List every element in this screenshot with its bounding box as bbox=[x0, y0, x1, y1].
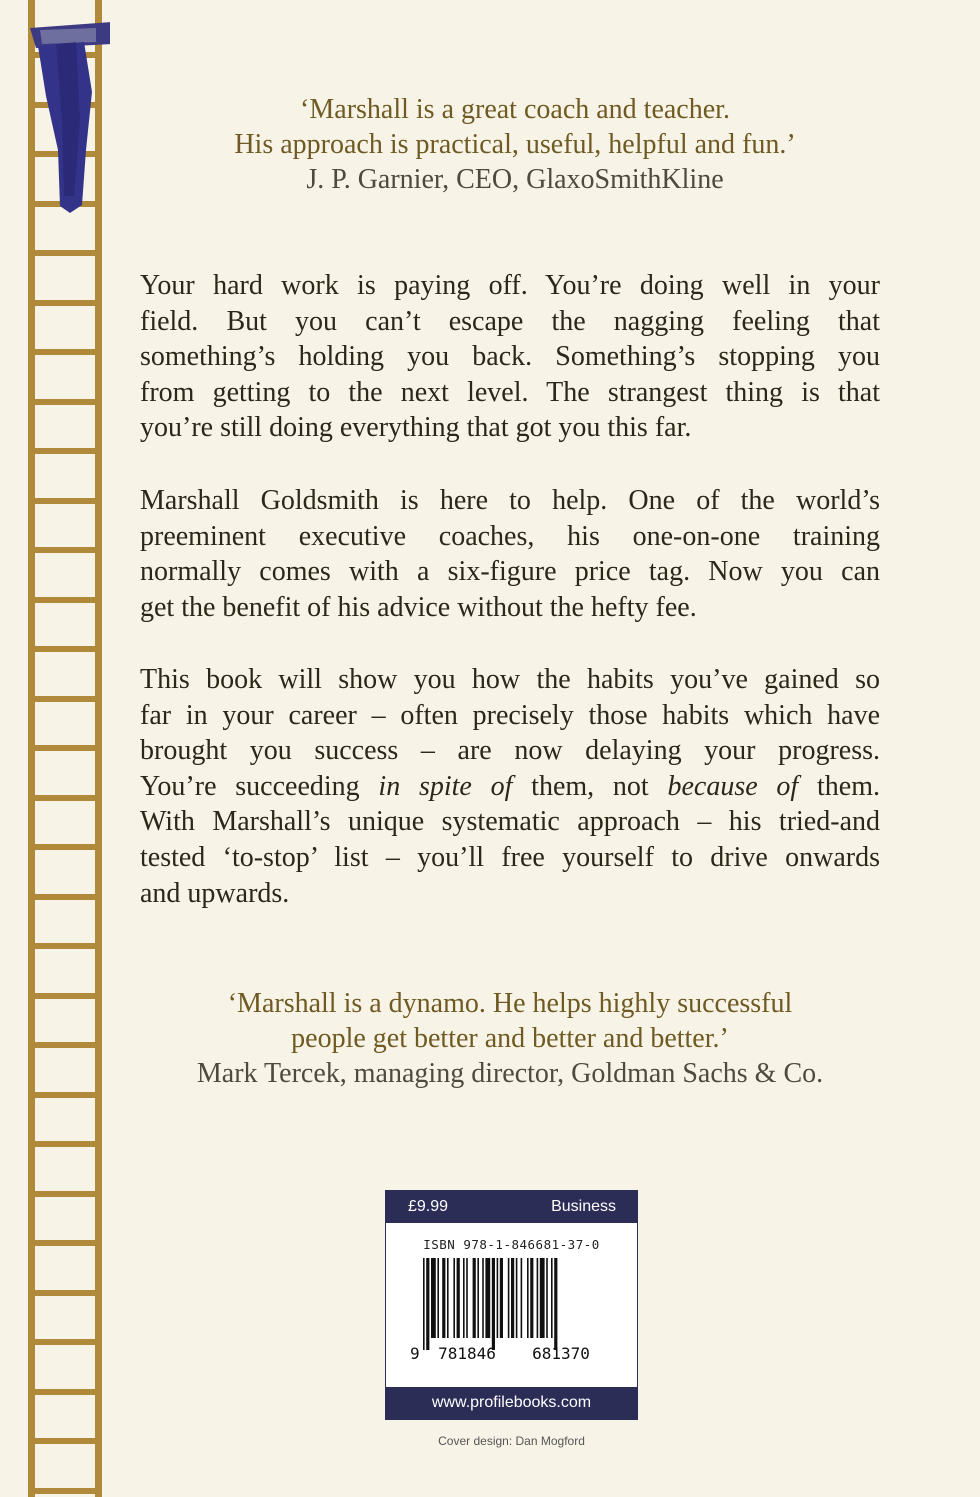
text-line-with-italics bbox=[140, 769, 880, 805]
barcode-bar bbox=[453, 1258, 455, 1338]
barcode-bar bbox=[527, 1258, 529, 1338]
barcode-bar bbox=[466, 1258, 468, 1338]
quote-line: ‘Marshall is a dynamo. He helps highly successful bbox=[227, 988, 793, 1019]
quote-line: people get better and better and better.’ bbox=[291, 1023, 729, 1054]
ladder-right-rail bbox=[95, 0, 102, 1497]
bottom-endorsement-quote bbox=[150, 986, 870, 1091]
text-line: from getting to the next level. The strangest thing is that bbox=[140, 376, 880, 408]
barcode-box bbox=[385, 1190, 638, 1420]
ladder-rung bbox=[30, 1042, 100, 1048]
ladder-rung bbox=[30, 250, 100, 256]
text-line: Marshall Goldsmith is here to help. One of the world’s bbox=[140, 485, 880, 516]
quote-line: His approach is practical, useful, helpful and fun.’ bbox=[234, 129, 796, 160]
quote-attribution: J. P. Garnier, CEO, GlaxoSmithKline bbox=[306, 164, 724, 195]
text-line: tested ‘to-stop’ list – you’ll free yourself to drive onwards bbox=[140, 841, 880, 873]
text-line: brought you success – are now delaying your progress. bbox=[140, 735, 880, 767]
barcode-bar bbox=[520, 1258, 522, 1338]
ladder-rung bbox=[30, 300, 100, 306]
text-line: preeminent executive coaches, his one-on-one training bbox=[140, 520, 880, 552]
blurb-paragraph-1 bbox=[140, 268, 880, 446]
barcode-digits-right: 681370 bbox=[531, 1344, 590, 1363]
barcode-bar bbox=[426, 1258, 429, 1350]
barcode-bar bbox=[499, 1258, 502, 1338]
ladder-rung bbox=[30, 1092, 100, 1098]
quote-attribution: Mark Tercek, managing director, Goldman Sachs & Co. bbox=[196, 1058, 824, 1089]
ladder-rung bbox=[30, 745, 100, 751]
barcode-bar bbox=[530, 1258, 533, 1338]
barcode-bar bbox=[507, 1258, 509, 1338]
ladder-rung bbox=[30, 1339, 100, 1345]
isbn-label: ISBN 978-1-846681-37-0 bbox=[423, 1237, 600, 1252]
barcode-graphic bbox=[405, 1258, 619, 1364]
ladder-rung bbox=[30, 1488, 100, 1494]
ladder-left-rail bbox=[28, 0, 35, 1497]
barcode-bar bbox=[447, 1258, 449, 1338]
ladder-rung bbox=[30, 448, 100, 454]
italic-phrase: because of bbox=[667, 770, 799, 802]
ladder-rung bbox=[30, 1240, 100, 1246]
top-endorsement-quote bbox=[190, 92, 840, 197]
barcode-bar bbox=[423, 1258, 425, 1350]
website-band bbox=[386, 1387, 637, 1419]
ladder-rung bbox=[30, 1191, 100, 1197]
ladder-rung bbox=[30, 943, 100, 949]
ladder-rung bbox=[30, 1438, 100, 1444]
ladder-rung bbox=[30, 844, 100, 850]
ladder-rung bbox=[30, 349, 100, 355]
text-line: you’re still doing everything that got you this far. bbox=[140, 412, 692, 444]
ladder-rung bbox=[30, 498, 100, 504]
text-line: and upwards. bbox=[140, 877, 290, 909]
cover-design-credit: Cover design: Dan Mogford bbox=[438, 1434, 585, 1448]
ladder-rung bbox=[30, 1141, 100, 1147]
barcode-bar bbox=[539, 1258, 544, 1338]
text-segment: them. bbox=[798, 770, 880, 802]
barcode-bar bbox=[511, 1258, 514, 1338]
ladder-rung bbox=[30, 547, 100, 553]
barcode-bar bbox=[477, 1258, 479, 1338]
ladder-rung bbox=[30, 696, 100, 702]
barcode-digits-left: 781846 bbox=[437, 1344, 496, 1363]
barcode-bar bbox=[515, 1258, 517, 1338]
barcode-bar bbox=[472, 1258, 475, 1338]
ladder-rung bbox=[30, 795, 100, 801]
ladder-rung bbox=[30, 646, 100, 652]
barcode-bar bbox=[554, 1258, 557, 1350]
barcode-bar bbox=[536, 1258, 538, 1338]
ladder-illustration bbox=[0, 0, 110, 1497]
barcode-bar bbox=[551, 1258, 553, 1338]
text-line: This book will show you how the habits you’ve gained so bbox=[140, 664, 880, 695]
barcode-bar bbox=[463, 1258, 465, 1338]
barcode-bar bbox=[437, 1258, 439, 1338]
price-category-band bbox=[386, 1191, 637, 1223]
website-label: www.profilebooks.com bbox=[431, 1394, 592, 1411]
price-label: £9.99 bbox=[408, 1198, 449, 1215]
text-segment: them, not bbox=[512, 770, 668, 802]
ladder-rung bbox=[30, 993, 100, 999]
quote-line: ‘Marshall is a great coach and teacher. bbox=[300, 94, 730, 125]
text-segment: You’re succeeding bbox=[140, 770, 379, 802]
text-line: far in your career – often precisely those habits which have bbox=[140, 699, 880, 731]
barcode-bar bbox=[442, 1258, 445, 1338]
barcode-bar bbox=[431, 1258, 436, 1338]
barcode-bar bbox=[482, 1258, 484, 1338]
category-label: Business bbox=[551, 1198, 616, 1215]
text-line: normally comes with a six-figure price tag. Now you can bbox=[140, 556, 880, 588]
text-line: field. But you can’t escape the nagging feeling that bbox=[140, 305, 880, 337]
text-line: something’s holding you back. Something’s stopping you bbox=[140, 341, 880, 373]
ladder-rung bbox=[30, 1389, 100, 1395]
barcode-bar bbox=[491, 1258, 494, 1350]
ladder-rung bbox=[30, 894, 100, 900]
italic-phrase: in spite of bbox=[378, 770, 513, 802]
blurb-paragraph-2 bbox=[140, 483, 880, 625]
ladder-rung bbox=[30, 1290, 100, 1296]
barcode-bar bbox=[485, 1258, 490, 1338]
text-line: get the benefit of his advice without the hefty fee. bbox=[140, 591, 697, 623]
barcode-bar bbox=[456, 1258, 459, 1338]
barcode-digit-lead: 9 bbox=[409, 1344, 420, 1363]
barcode-bar bbox=[496, 1258, 498, 1338]
ladder-rung bbox=[30, 597, 100, 603]
text-line: Your hard work is paying off. You’re doing well in your bbox=[140, 270, 880, 301]
blurb-paragraph-3 bbox=[140, 662, 880, 911]
text-line: With Marshall’s unique systematic approach – his tried-and bbox=[140, 806, 880, 838]
ladder-rung bbox=[30, 399, 100, 405]
barcode-bar bbox=[546, 1258, 548, 1338]
